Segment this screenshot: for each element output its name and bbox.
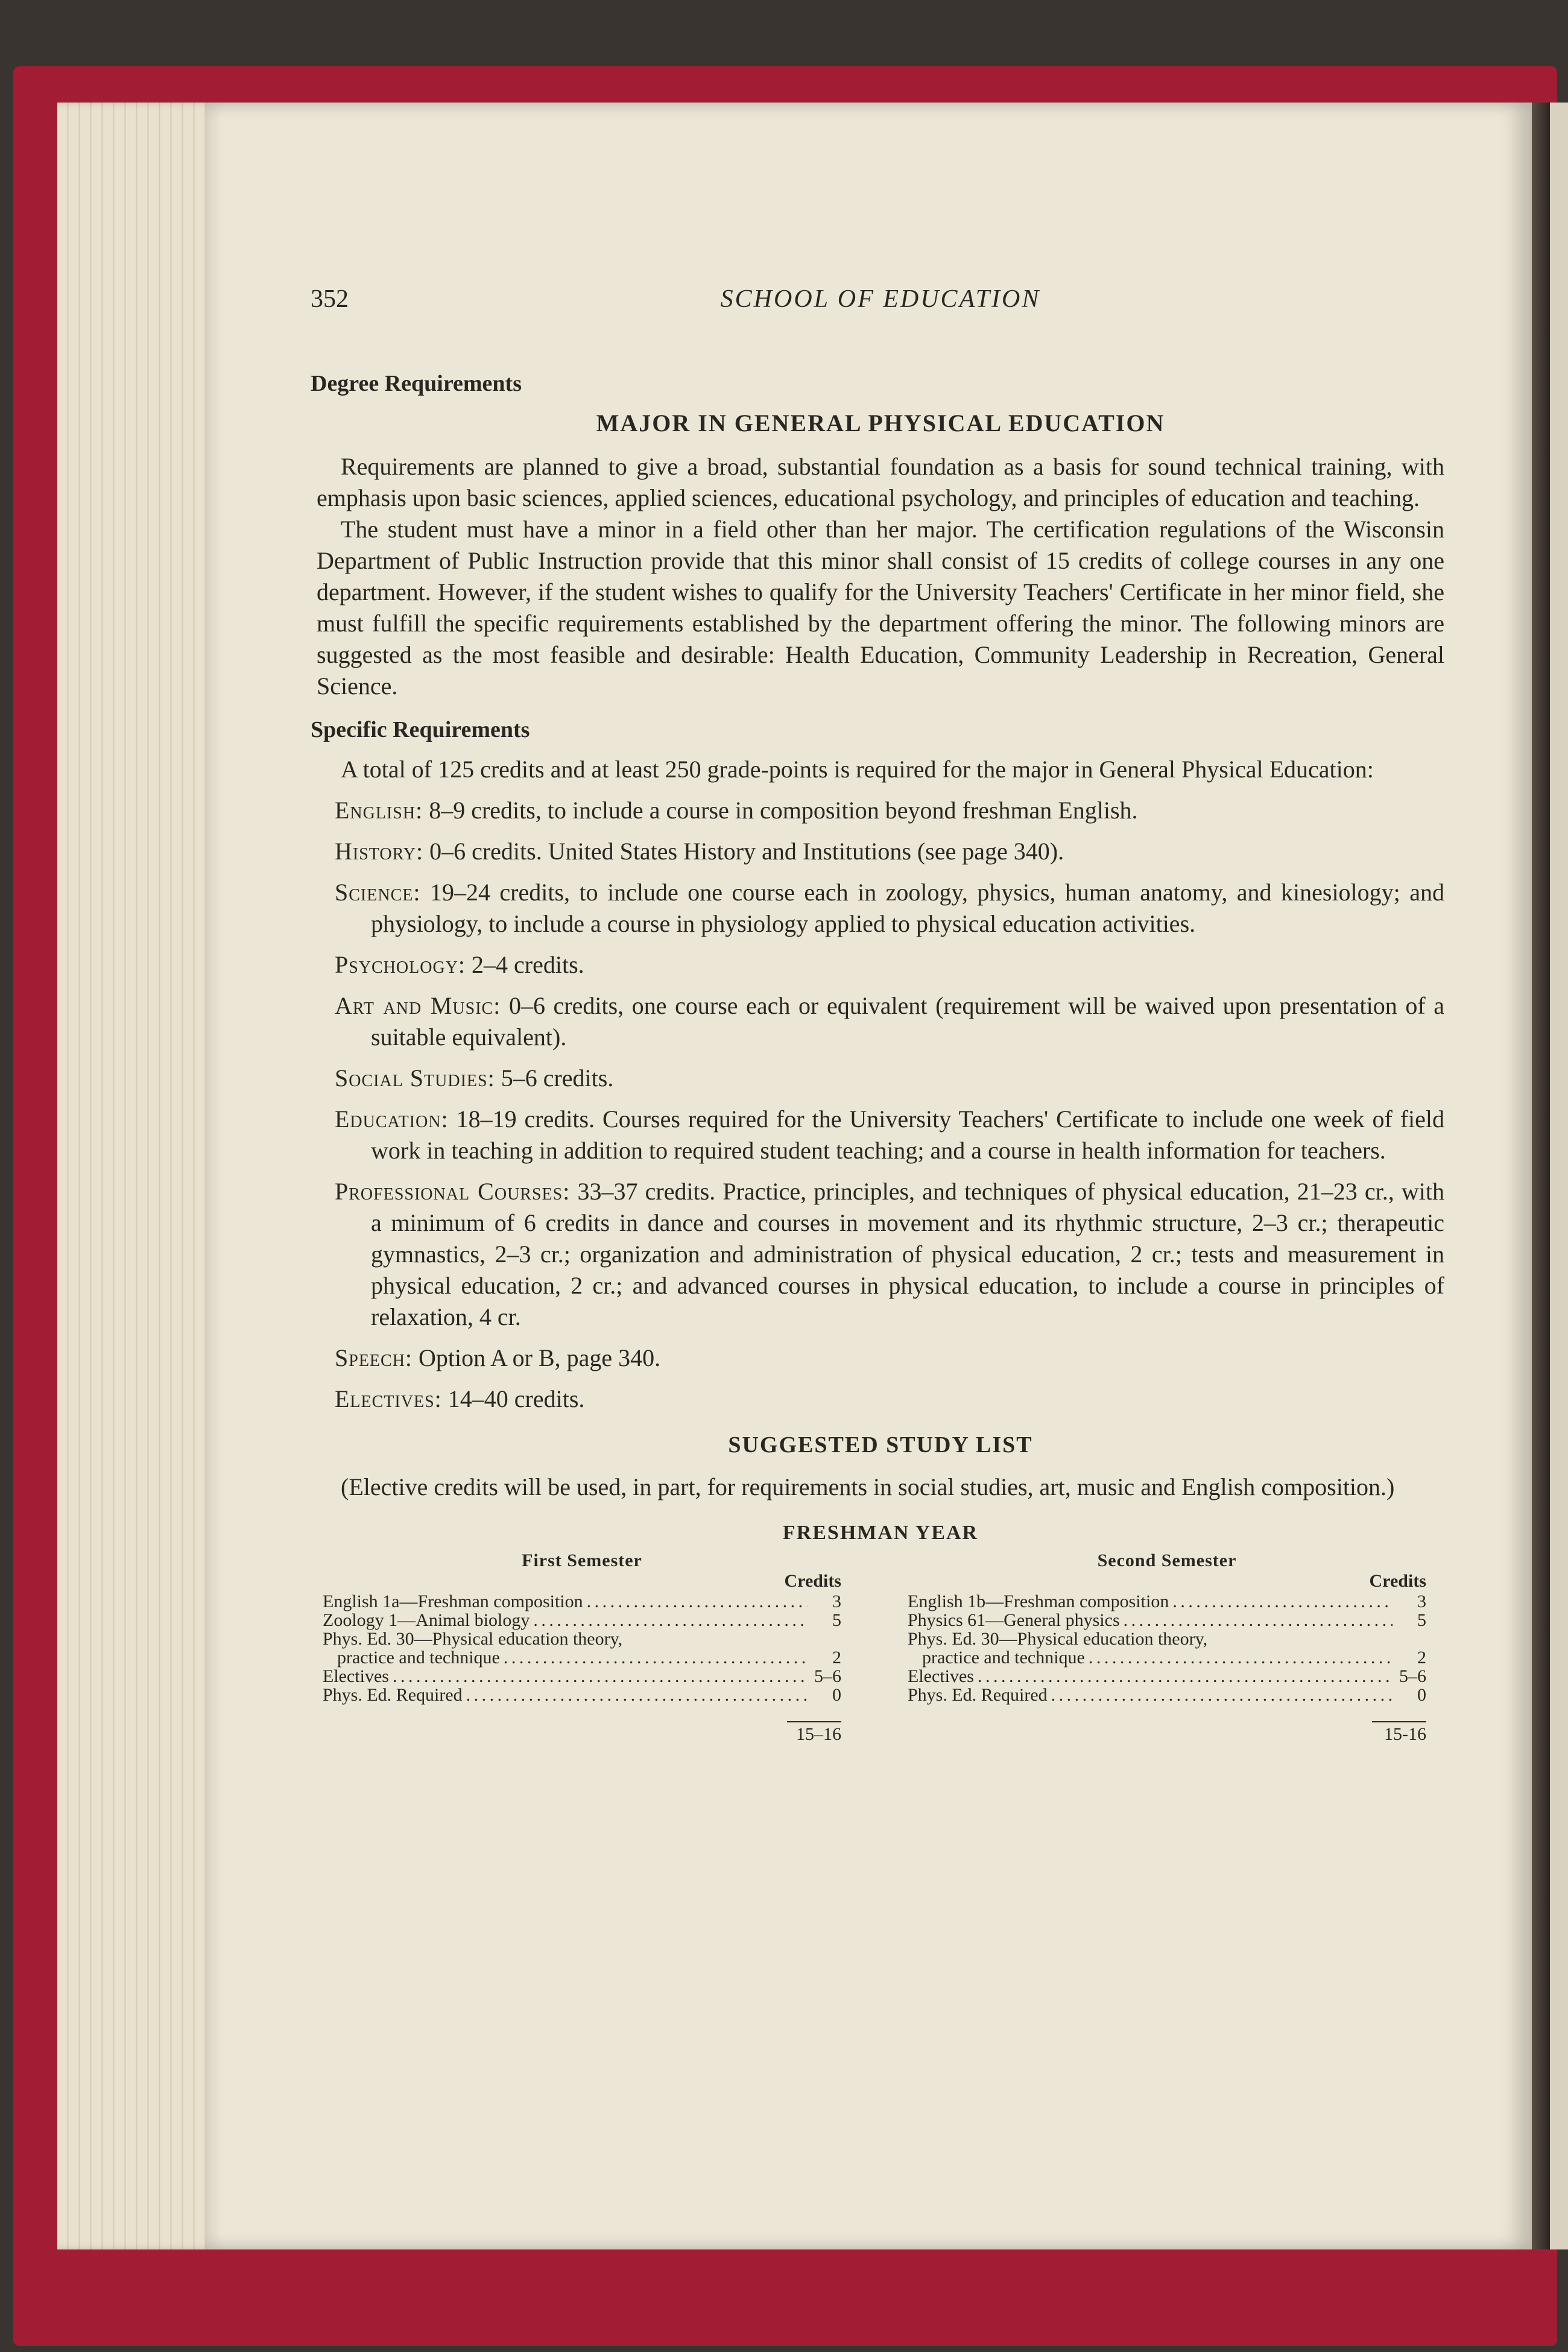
requirement-subject: Art and Music: xyxy=(335,992,501,1019)
course-row: Electives . . . 5–6 xyxy=(908,1667,1426,1686)
specific-requirements-label: Specific Requirements xyxy=(311,717,530,742)
requirement-subject: History: xyxy=(335,838,424,865)
intro-paragraph: Requirements are planned to give a broad, substantial foundation as a basis for sound technical training, with emphasis upon basic sciences, applied sciences, educational psychology, and principles of education and teaching. xyxy=(317,453,1444,511)
credits-column-label: Credits xyxy=(1369,1571,1426,1591)
study-list-note: (Elective credits will be used, in part, for requirements in social studies, art, music and English composition.) xyxy=(341,1473,1395,1500)
course-row: Phys. Ed. 30—Physical education theory, xyxy=(323,1629,623,1649)
requirement-item xyxy=(317,1063,1444,1094)
section-label: Degree Requirements xyxy=(311,371,522,396)
semester-tables xyxy=(317,1551,1444,1835)
credits-column-label: Credits xyxy=(784,1571,841,1591)
requirement-text: Option A or B, page 340. xyxy=(419,1344,661,1371)
course-row: English 1b—Freshman composition . . . 3 xyxy=(908,1592,1426,1611)
course-credits: 3 xyxy=(1417,1592,1426,1611)
requirement-subject: Electives: xyxy=(335,1385,442,1412)
course-row: Electives . . . 5–6 xyxy=(323,1667,841,1686)
running-title: SCHOOL OF EDUCATION xyxy=(720,285,1041,313)
requirement-item xyxy=(317,836,1444,867)
requirement-subject: Speech: xyxy=(335,1344,413,1371)
course-row: Phys. Ed. Required . . . 0 xyxy=(323,1686,841,1704)
course-credits: 5 xyxy=(1417,1610,1426,1630)
requirements-list xyxy=(317,795,1444,1415)
course-row: Physics 61—General physics . . . 5 xyxy=(908,1611,1426,1630)
requirement-item xyxy=(317,1383,1444,1415)
page-content xyxy=(311,283,1445,1835)
book-gutter xyxy=(1532,103,1550,2249)
running-head xyxy=(311,283,1444,320)
requirement-subject: Education: xyxy=(335,1105,449,1133)
requirement-item xyxy=(317,949,1444,981)
total-rule xyxy=(787,1721,841,1722)
semester-title: Second Semester xyxy=(1097,1551,1237,1570)
requirement-subject: English: xyxy=(335,797,423,824)
requirement-item xyxy=(317,1342,1444,1374)
requirement-item xyxy=(317,795,1444,826)
specific-intro: A total of 125 credits and at least 250 grade-points is required for the major in General Physical Education: xyxy=(341,756,1374,783)
requirement-item xyxy=(317,1176,1444,1333)
major-heading: MAJOR IN GENERAL PHYSICAL EDUCATION xyxy=(596,409,1165,437)
course-row-continued: practice and technique . . . 2 xyxy=(323,1648,841,1667)
requirement-text: 19–24 credits, to include one course each in zoology, physics, human anatomy, and kinesiology; and physiology, to include a course in physiology applied to physical education activities. xyxy=(371,879,1445,937)
requirement-text: 18–19 credits. Courses required for the University Teachers' Certificate to include one week of field work in teaching in addition to required student teaching; and a course in health information for teachers. xyxy=(371,1105,1445,1164)
requirement-text: 0–6 credits, one course each or equivalent (requirement will be waived upon presentation of a suitable equivalent). xyxy=(371,992,1444,1051)
course-row: Phys. Ed. 30—Physical education theory, xyxy=(908,1629,1208,1649)
course-credits: 2 xyxy=(832,1648,841,1668)
first-semester xyxy=(323,1551,841,1743)
study-list-heading: SUGGESTED STUDY LIST xyxy=(728,1432,1033,1458)
semester-title: First Semester xyxy=(522,1551,642,1570)
requirement-subject: Professional Courses: xyxy=(335,1178,571,1205)
second-semester xyxy=(908,1551,1426,1743)
course-row: Zoology 1—Animal biology . . . 5 xyxy=(323,1611,841,1630)
requirement-text: 33–37 credits. Practice, principles, and techniques of physical education, 21–23 cr., with a minimum of 6 credits in dance and courses in movement and its rhythmic structure, 2–3 cr.; therapeutic gymnastics, 2–3 cr.; organization and administration of physical education, 2 cr.; tests and measurement in physical education, 2 cr.; and advanced courses in physical education, to include a course in principles of relaxation, 4 cr. xyxy=(371,1178,1445,1330)
requirement-text: 8–9 credits, to include a course in composition beyond freshman English. xyxy=(429,797,1138,824)
total-rule xyxy=(1372,1721,1426,1722)
requirement-item xyxy=(317,1104,1444,1166)
course-credits: 2 xyxy=(1417,1648,1426,1668)
course-credits: 0 xyxy=(832,1685,841,1705)
facing-page-edge xyxy=(1550,103,1568,2249)
course-credits: 5 xyxy=(832,1610,841,1630)
requirement-subject: Science: xyxy=(335,879,421,906)
page-number: 352 xyxy=(311,285,349,313)
course-row: English 1a—Freshman composition . . . 3 xyxy=(323,1592,841,1611)
semester-total: 15–16 xyxy=(796,1724,841,1744)
course-credits: 5–6 xyxy=(1399,1666,1426,1686)
requirement-subject: Psychology: xyxy=(335,951,466,978)
requirement-text: 14–40 credits. xyxy=(447,1385,585,1412)
requirement-text: 0–6 credits. United States History and Institutions (see page 340). xyxy=(429,838,1064,865)
requirement-text: 5–6 credits. xyxy=(501,1064,614,1092)
intro-paragraph: The student must have a minor in a field other than her major. The certification regulations of the Wisconsin Department of Public Instruction provide that this minor shall consist of 15 credits of college courses in any one department. However, if the student wishes to qualify for the University Teachers' Certificate in her minor field, she must fulfill the specific requirements established by the department offering the minor. The following minors are suggested as the most feasible and desirable: Health Education, Community Leadership in Recreation, General Science. xyxy=(317,516,1444,700)
requirement-text: 2–4 credits. xyxy=(472,951,584,978)
course-row-continued: practice and technique . . . 2 xyxy=(908,1648,1426,1667)
page-stack-edges xyxy=(57,103,220,2249)
requirement-item xyxy=(317,990,1444,1053)
requirement-item xyxy=(317,877,1444,940)
year-heading: FRESHMAN YEAR xyxy=(782,1522,979,1544)
course-credits: 0 xyxy=(1417,1685,1426,1705)
course-row: Phys. Ed. Required . . . 0 xyxy=(908,1686,1426,1704)
course-credits: 5–6 xyxy=(814,1666,841,1686)
semester-total: 15-16 xyxy=(1384,1724,1426,1744)
course-credits: 3 xyxy=(832,1592,841,1611)
requirement-subject: Social Studies: xyxy=(335,1064,495,1092)
